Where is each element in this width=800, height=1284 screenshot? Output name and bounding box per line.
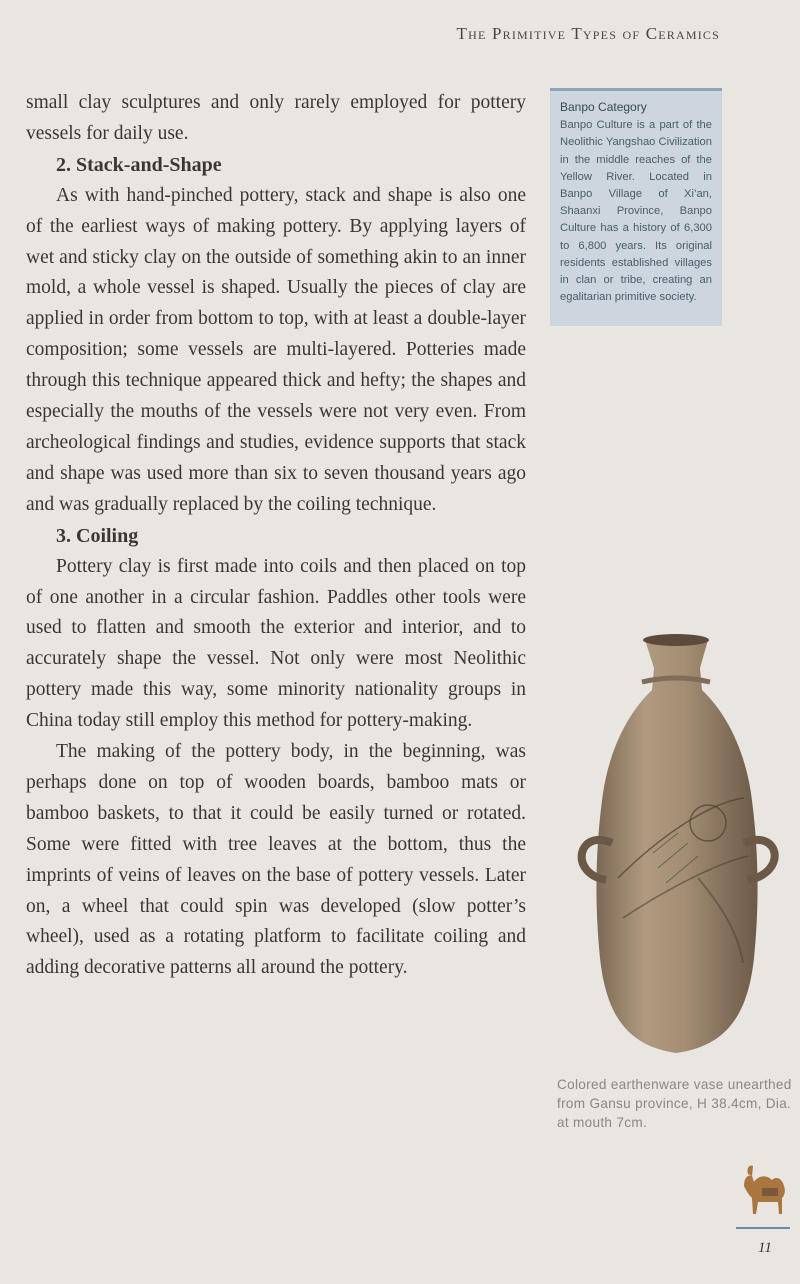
watermark: [300, 380, 301, 381]
sidebar-title: Banpo Category: [560, 100, 647, 114]
page-number: 11: [758, 1240, 772, 1256]
figure-caption: Colored earthenware vase unearthed from Gansu province, H 38.4cm, Dia. at mouth 7cm.: [557, 1077, 792, 1130]
camel-logo-icon: [738, 1158, 792, 1220]
intro-paragraph: small clay sculptures and only rarely employed for pottery vessels for daily use.: [26, 92, 526, 144]
coiling-paragraph-2: The making of the pottery body, in the beginning, was perhaps done on top of wooden boards, bamboo mats or bamboo baskets, to that it could be easily turned or rotated. Some were fitted with tree leaves at the bottom, thus the imprints of veins of leaves on the base of pottery vessels. Later on, a wheel that could spin was developed (slow potter’s wheel), used as a rotating platform to facilitate coiling and adding decorative patterns all around the pottery.: [26, 741, 526, 979]
footer-rule: [736, 1227, 790, 1229]
main-text: [26, 88, 526, 984]
running-header: The Primitive Types of Ceramics: [456, 24, 720, 43]
coiling-paragraph-1: Pottery clay is first made into coils and then placed on top of one another in a circular fashion. Paddles other tools were used to flatten and smooth the exterior and interior, and to accurately shape the vessel. Not only were most Neolithic pottery made this way, some minority nationality groups in China today still employ this method for pottery-making.: [26, 555, 526, 732]
banpo-sidebar-box: [550, 88, 722, 326]
section-heading-coiling: 3. Coiling: [56, 524, 139, 547]
stack-and-shape-paragraph: As with hand-pinched pottery, stack and shape is also one of the earliest ways of making pottery. By applying layers of wet and sticky clay on the outside of something akin to an inner mold, a whole vessel is shaped. Usually the pieces of clay are applied in order from bottom to top, with at least a double-layer composition; some vessels are multi-layered. Potteries made through this technique appeared thick and hefty; the shapes and especially the mouths of the vessels were not very even. From archeological findings and studies, evidence supports that stack and shape was used more than six to seven thousand years ago and was gradually replaced by the coiling technique.: [26, 184, 526, 515]
section-heading-stack-and-shape: 2. Stack-and-Shape: [56, 153, 222, 176]
sidebar-text: Banpo Culture is a part of the Neolithic Yangshao Civilization in the middle reaches of the Yellow River. Located in Banpo Village of Xi’an, Shaanxi Province, Banpo Culture has a history of 6,300 to 6,800 years. Its original residents established villages in clan or tribe, creating an egalitarian primitive society.: [560, 119, 712, 304]
vase-image: [548, 628, 800, 1068]
vase-illustration: [548, 628, 800, 1068]
